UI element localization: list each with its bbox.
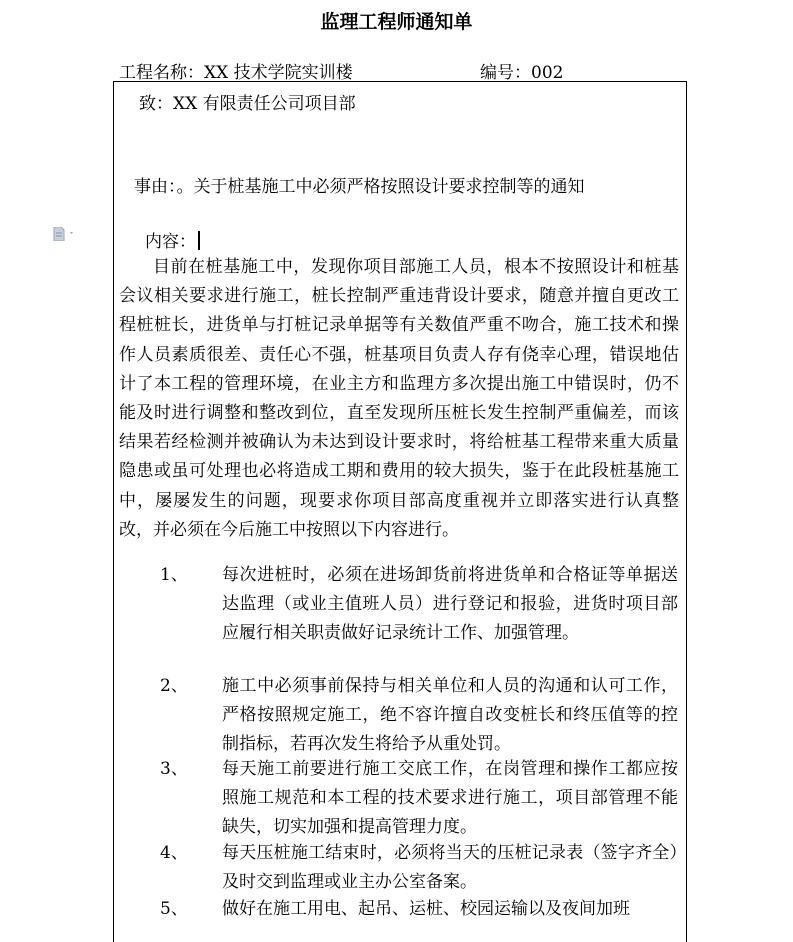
list-item-number: 3、 — [160, 759, 188, 779]
list-item-number: 4、 — [160, 843, 188, 863]
list-item-text: 施工中必须事前保持与相关单位和人员的沟通和认可工作，严格按照规定施工，绝不容许擅自改变桩长和终压值等的控制指标，若再次发生将给予从重处罚。 — [222, 676, 678, 754]
main-paragraph: 目前在桩基施工中，发现你项目部施工人员，根本不按照设计和桩基会议相关要求进行施工，桩长控制严重违背设计要求，随意并擅自更改工程桩桩长，进货单与打桩记录单据等有关数值严重不吻合，施工技术和操作人员素质很差、责任心不强，桩基项目负责人存有侥幸心理，错误地估计了本工程的管理环境，在业主方和监理方多次提出施工中错误时，仍不能及时进行调整和整改到位，直至发现所压桩长发生控制严重偏差，而该结果若经检测并被确认为未达到设计要求时，将给桩基工程带来重大质量隐患或虽可处理也必将造成工期和费用的较大损失，鉴于在此段桩基施工中，屡屡发生的问题，现要求你项目部高度重视并立即落实进行认真整改，并必须在今后施工中按照以下内容进行。 — [119, 257, 679, 540]
list-item-text: 每天压桩施工结束时，必须将当天的压桩记录表（签字齐全）及时交到监理或业主办公室备案。 — [222, 843, 678, 892]
content-label: 内容： — [145, 232, 196, 252]
document-number: 编号：002 — [480, 63, 564, 83]
list-item-text: 每天施工前要进行施工交底工作，在岗管理和操作工都应按照施工规范和本工程的技术要求进行施工，项目部管理不能缺失，切实加强和提高管理力度。 — [222, 759, 678, 837]
document-icon[interactable] — [52, 226, 76, 240]
text-cursor — [198, 231, 200, 250]
list-item-number: 5、 — [160, 899, 188, 919]
project-name: 工程名称：XX 技术学院实训楼 — [119, 63, 353, 83]
content-label-row[interactable] — [145, 227, 200, 252]
list-item-text: 做好在施工用电、起吊、运桩、校园运输以及夜间加班 — [222, 899, 630, 919]
document-title: 监理工程师通知单 — [320, 11, 473, 33]
recipient: 致：XX 有限责任公司项目部 — [139, 94, 356, 114]
list-item-text: 每次进桩时，必须在进场卸货前将进货单和合格证等单据送达监理（或业主值班人员）进行登记和报验，进货时项目部应履行相关职责做好记录统计工作、加强管理。 — [222, 565, 678, 643]
list-item-number: 2、 — [160, 676, 188, 696]
list-item-number: 1、 — [160, 565, 188, 585]
subject: 事由：。关于桩基施工中必须严格按照设计要求控制等的通知 — [134, 177, 585, 197]
